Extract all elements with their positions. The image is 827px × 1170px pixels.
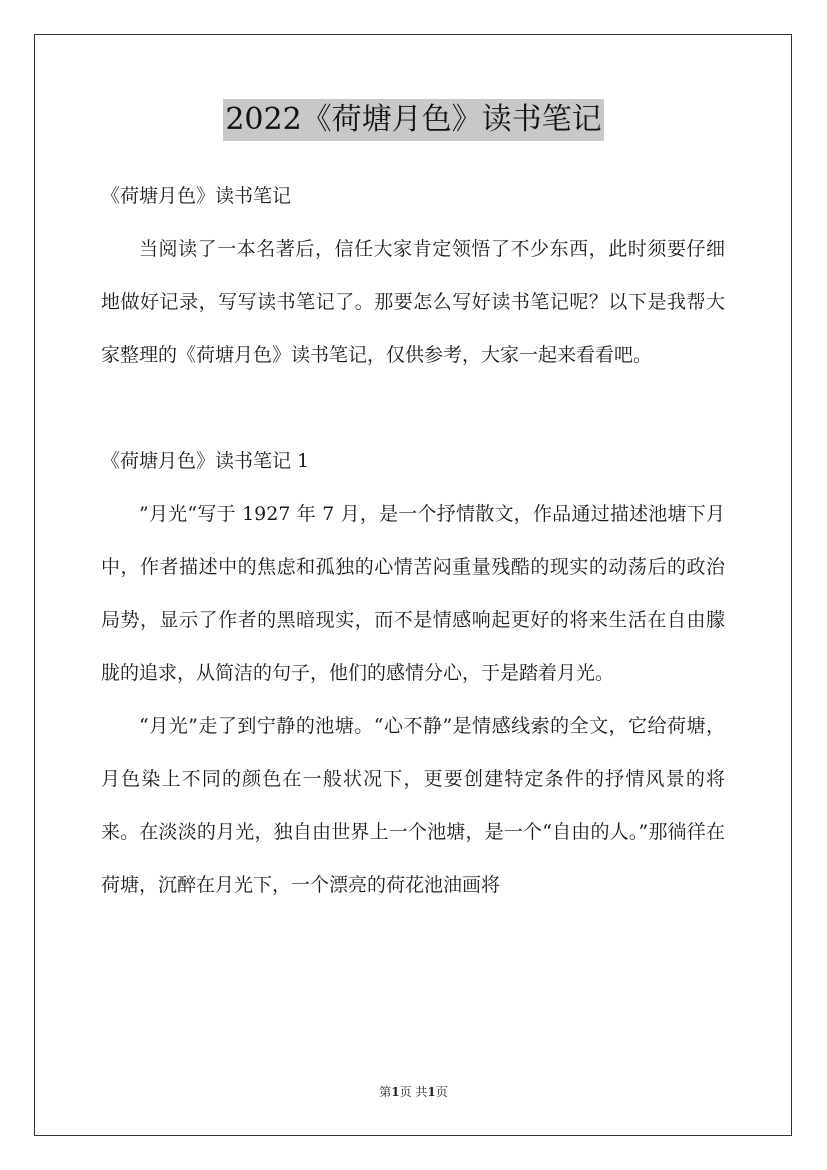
section1-heading: 《荷塘月色》读书笔记 1 [101, 450, 310, 472]
footer-page-suffix: 页 [435, 1085, 448, 1099]
page-footer [0, 1083, 827, 1100]
document-title: 2022《荷塘月色》读书笔记 [223, 99, 603, 141]
footer-page-total: 1 [427, 1085, 436, 1099]
document-title-wrap [0, 99, 827, 141]
footer-page-prefix: 第 [379, 1085, 392, 1099]
intro-paragraph: 当阅读了一本名著后，信任大家肯定领悟了不少东西，此时须要仔细地做好记录，写写读书笔记了。那要怎么写好读书笔记呢？以下是我帮大家整理的《荷塘月色》读书笔记，仅供参考，大家一起来看看吧。 [101, 238, 725, 366]
section-spacer [101, 382, 725, 435]
footer-page-mid: 页 共 [399, 1085, 428, 1099]
document-body [101, 170, 725, 912]
section1-paragraph-1: ”月光“写于 1927 年 7 月，是一个抒情散文，作品通过描述池塘下月中，作者描述中的焦虑和孤独的心情苦闷重量残酷的现实的动荡后的政治局势，显示了作者的黑暗现实，而不是情感响起更好的将来生活在自由朦胧的追求，从简洁的句子，他们的感情分心，于是踏着月光。 [101, 503, 725, 684]
footer-page-number: 1 [391, 1085, 400, 1099]
intro-subheading: 《荷塘月色》读书笔记 [101, 185, 292, 207]
section1-paragraph-2: “月光”走了到宁静的池塘。“心不静”是情感线索的全文，它给荷塘，月色染上不同的颜色在一般状况下，更要创建特定条件的抒情风景的将来。在淡淡的月光，独自由世界上一个池塘，是一个“自由的人。”那徜徉在荷塘，沉醉在月光下，一个漂亮的荷花池油画将 [101, 715, 725, 896]
